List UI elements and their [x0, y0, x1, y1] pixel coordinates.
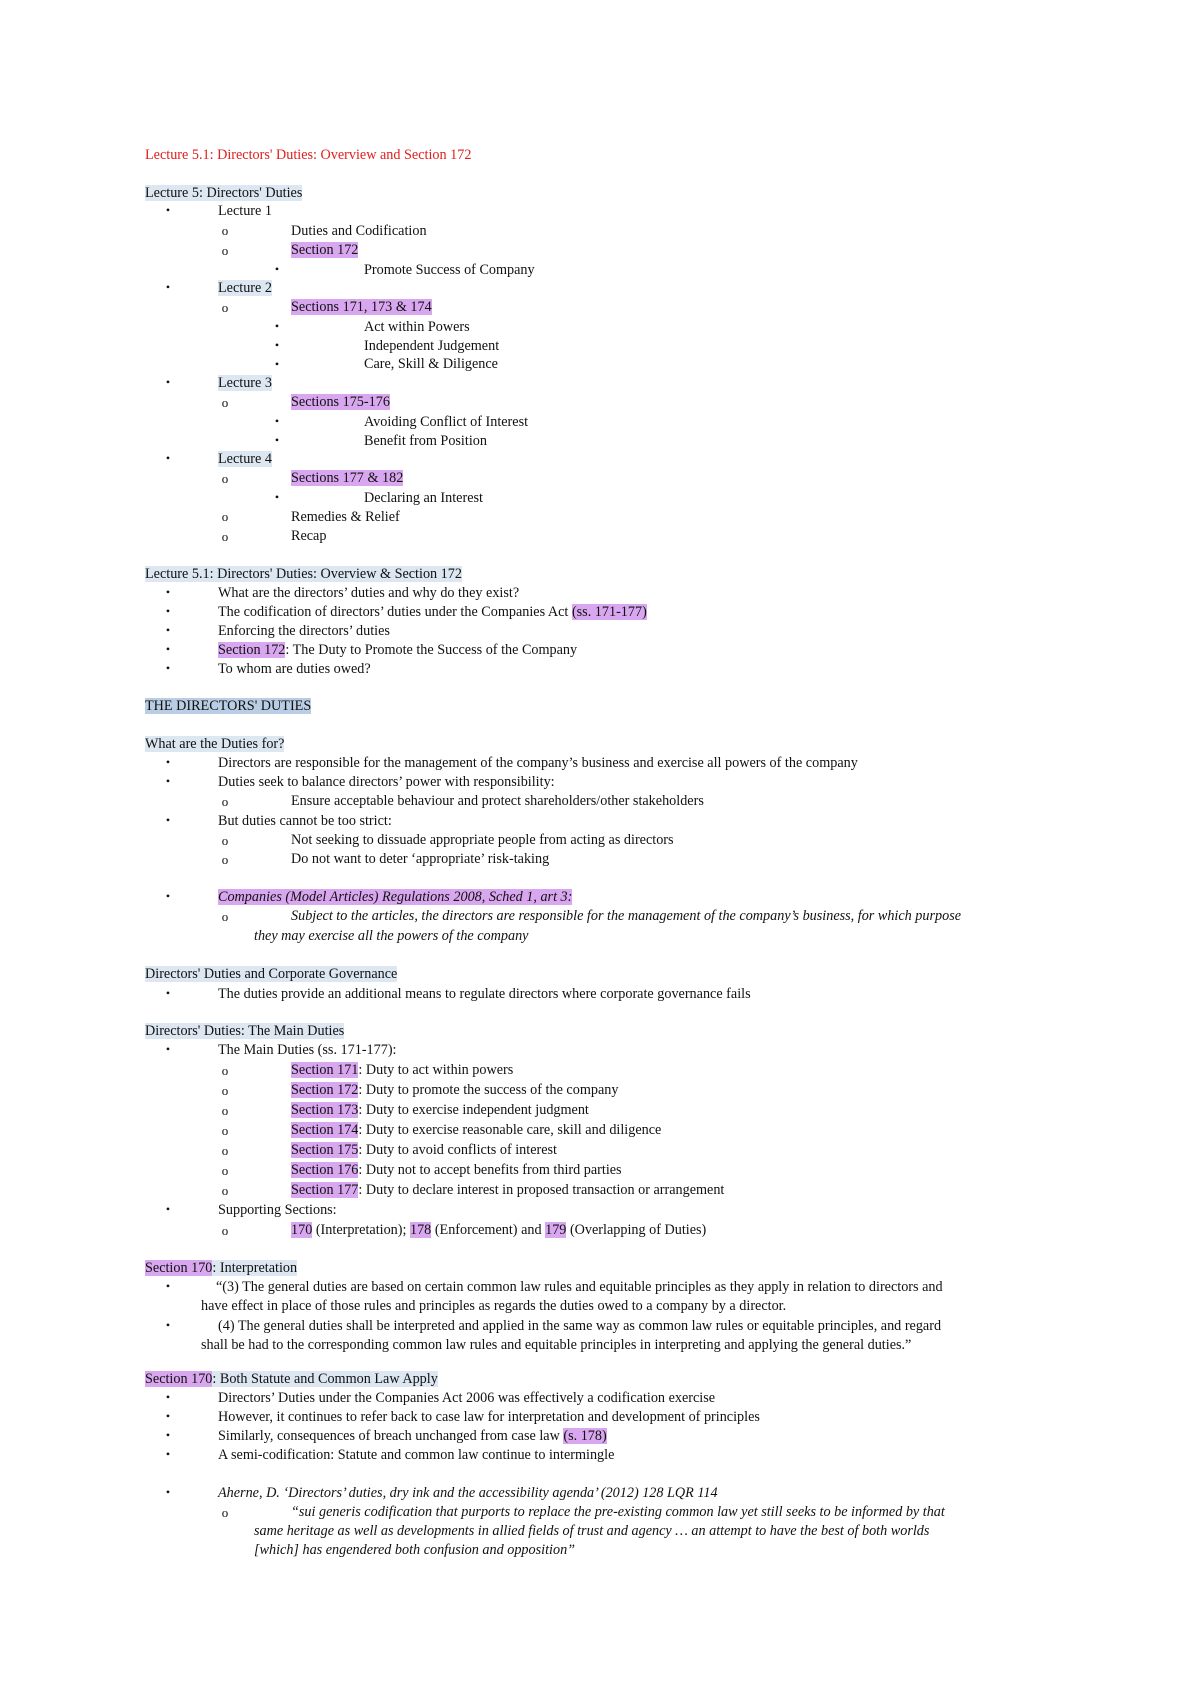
duties-for-p3: But duties cannot be too strict:: [218, 813, 392, 829]
bullet-disc: •: [165, 604, 171, 618]
lecture-highlight: Lecture 3: [218, 375, 272, 391]
duties-for-p1: Directors are responsible for the management of the company’s business and exercise all powers of the company: [218, 755, 858, 771]
supporting-text: (Overlapping of Duties): [566, 1222, 707, 1238]
duty-text: : Duty to exercise reasonable care, skill and diligence: [358, 1122, 662, 1138]
bullet-circle: o: [221, 1505, 229, 1520]
section-highlight: Section 171: [291, 1062, 359, 1078]
duties-for-p2: Duties seek to balance directors’ power with responsibility:: [218, 774, 555, 790]
bullet-disc: •: [165, 1279, 171, 1293]
overview-q1: What are the directors’ duties and why do they exist?: [218, 585, 520, 601]
bullet-disc: •: [165, 451, 171, 465]
statute-p2: However, it continues to refer back to case law for interpretation and development of principles: [218, 1409, 760, 1425]
main-duties-intro: The Main Duties (ss. 171-177):: [218, 1042, 397, 1058]
outline-l1-duties: Duties and Codification: [291, 223, 427, 239]
outline-heading-text: Lecture 5: Directors' Duties: [145, 185, 303, 201]
bullet-square: •: [274, 319, 280, 333]
duty-item: [291, 1121, 661, 1140]
outline-l2-sections: [291, 298, 432, 317]
bullet-disc: •: [165, 889, 171, 903]
bullet-disc: •: [165, 1447, 171, 1461]
outline-lecture4: [218, 450, 272, 469]
page-title: Lecture 5.1: Directors' Duties: Overview and Section 172: [145, 147, 472, 163]
duty-text: : Duty to exercise independent judgment: [358, 1102, 589, 1118]
outline-l4-recap: Recap: [291, 528, 327, 544]
overview-heading: [145, 565, 462, 584]
bullet-square: •: [274, 433, 280, 447]
bullet-circle: o: [221, 395, 229, 410]
section-highlight: (ss. 171-177): [571, 604, 647, 620]
bullet-circle: o: [221, 1163, 229, 1178]
section-highlight: Section 172: [291, 242, 359, 258]
duty-text: : Duty not to accept benefits from third parties: [358, 1162, 622, 1178]
outline-lecture2: [218, 279, 272, 298]
section-highlight: (s. 178): [563, 1428, 607, 1444]
section-highlight: Sections 171, 173 & 174: [291, 299, 432, 315]
overview-q3: Enforcing the directors’ duties: [218, 623, 390, 639]
outline-l2-care: Care, Skill & Diligence: [364, 356, 498, 372]
bullet-disc: •: [165, 1428, 171, 1442]
outline-l3-conflict: Avoiding Conflict of Interest: [364, 414, 529, 430]
interpretation-p1-line1: “(3) The general duties are based on certain common law rules and equitable principles as they apply in relation to directors and: [216, 1279, 943, 1295]
supporting-sections: Supporting Sections:: [218, 1202, 337, 1218]
lecture-highlight: Lecture 4: [218, 451, 272, 467]
outline-lecture1: Lecture 1: [218, 203, 272, 219]
main-duties-heading-text: Directors' Duties: The Main Duties: [145, 1023, 345, 1039]
bullet-circle: o: [221, 794, 229, 809]
outline-l3-sections: [291, 393, 390, 412]
bullet-circle: o: [221, 1183, 229, 1198]
bullet-disc: •: [165, 1042, 171, 1056]
bullet-circle: o: [221, 833, 229, 848]
bullet-circle: o: [221, 909, 229, 924]
section-highlight: Section 172: [291, 1082, 359, 1098]
duty-text: : Duty to promote the success of the company: [358, 1082, 619, 1098]
outline-l2-act: Act within Powers: [364, 319, 470, 335]
duties-for-p3a: Not seeking to dissuade appropriate people from acting as directors: [291, 832, 674, 848]
bullet-circle: o: [221, 852, 229, 867]
bullet-circle: o: [221, 300, 229, 315]
section-highlight: Sections 177 & 182: [291, 470, 404, 486]
supporting-text: (Interpretation);: [312, 1222, 410, 1238]
duty-item: [291, 1061, 513, 1080]
main-duties-heading: [145, 1022, 344, 1041]
outline-l4-sections: [291, 469, 403, 488]
supporting-text: (Enforcement) and: [431, 1222, 546, 1238]
duties-for-heading: [145, 735, 284, 754]
duty-item: [291, 1141, 557, 1160]
section-highlight: Section 177: [291, 1182, 359, 1198]
statute-p4: A semi-codification: Statute and common law continue to intermingle: [218, 1447, 615, 1463]
section-highlight: Section 173: [291, 1102, 359, 1118]
outline-l2-indep: Independent Judgement: [364, 338, 500, 354]
bullet-square: •: [274, 414, 280, 428]
duty-item: [291, 1081, 618, 1100]
section-highlight: Section 176: [291, 1162, 359, 1178]
interpretation-p2-line2: shall be had to the corresponding common law rules and equitable principles in interpreting and applying the general duties.”: [201, 1337, 912, 1353]
bullet-circle: o: [221, 1123, 229, 1138]
section-highlight: Section 170: [145, 1260, 213, 1276]
supporting-list: [291, 1221, 706, 1240]
bullet-disc: •: [165, 774, 171, 788]
bullet-circle: o: [221, 223, 229, 238]
aherne-quote-1: “sui generis codification that purports to replace the pre-existing common law yet still seeks to be informed by that: [291, 1504, 945, 1520]
duty-text: : Duty to avoid conflicts of interest: [358, 1142, 557, 1158]
bullet-disc: •: [165, 203, 171, 217]
bullet-disc: •: [165, 375, 171, 389]
lecture-highlight: Lecture 2: [218, 280, 272, 296]
section-highlight: Companies (Model Articles) Regulations 2008, Sched 1, art 3:: [218, 889, 573, 905]
aherne-citation: Aherne, D. ‘Directors’ duties, dry ink and the accessibility agenda’ (2012) 128 LQR 114: [218, 1485, 718, 1501]
model-articles-quote-2: they may exercise all the powers of the company: [254, 928, 529, 944]
outline-l3-benefit: Benefit from Position: [364, 433, 487, 449]
aherne-quote-3: [which] has engendered both confusion and opposition”: [254, 1542, 576, 1558]
interpretation-p1-line2: have effect in place of those rules and principles as regards the duties owed to a company by a director.: [201, 1298, 787, 1314]
bullet-circle: o: [221, 1083, 229, 1098]
main-heading: [145, 697, 311, 716]
outline-l1-promote: Promote Success of Company: [364, 262, 535, 278]
bullet-disc: •: [165, 1485, 171, 1499]
section-highlight: 170: [291, 1222, 313, 1238]
interpretation-p2-line1: (4) The general duties shall be interpreted and applied in the same way as common law rules or equitable principles, and regard: [218, 1318, 942, 1334]
bullet-square: •: [274, 338, 280, 352]
overview-q4: [218, 641, 577, 660]
bullet-circle: o: [221, 471, 229, 486]
bullet-circle: o: [221, 243, 229, 258]
outline-l4-remedies: Remedies & Relief: [291, 509, 400, 525]
duty-item: [291, 1161, 622, 1180]
overview-q2-text: The codification of directors’ duties under the Companies Act: [218, 604, 572, 620]
bullet-disc: •: [165, 661, 171, 675]
governance-heading: [145, 965, 397, 984]
duties-for-p3b: Do not want to deter ‘appropriate’ risk-taking: [291, 851, 550, 867]
model-articles: [218, 888, 572, 907]
outline-lecture3: [218, 374, 272, 393]
bullet-square: •: [274, 357, 280, 371]
bullet-disc: •: [165, 1409, 171, 1423]
statute-p3-text: Similarly, consequences of breach unchanged from case law: [218, 1428, 564, 1444]
duty-item: [291, 1101, 589, 1120]
duties-for-p2a: Ensure acceptable behaviour and protect shareholders/other stakeholders: [291, 793, 704, 809]
statute-heading: [145, 1370, 438, 1389]
statute-heading-text: : Both Statute and Common Law Apply: [212, 1371, 438, 1387]
overview-q2: [218, 603, 647, 622]
bullet-square: •: [274, 262, 280, 276]
governance-heading-text: Directors' Duties and Corporate Governance: [145, 966, 398, 982]
section-highlight: 178: [409, 1222, 432, 1238]
section-highlight: Section 170: [145, 1371, 213, 1387]
bullet-disc: •: [165, 755, 171, 769]
governance-p1: The duties provide an additional means to regulate directors where corporate governance fails: [218, 986, 751, 1002]
bullet-disc: •: [165, 585, 171, 599]
model-articles-quote-1: Subject to the articles, the directors are responsible for the management of the company’s business, for which purpose: [291, 908, 962, 924]
statute-p1: Directors’ Duties under the Companies Act 2006 was effectively a codification exercise: [218, 1390, 716, 1406]
bullet-circle: o: [221, 509, 229, 524]
duties-for-heading-text: What are the Duties for?: [145, 736, 285, 752]
overview-q4-text: : The Duty to Promote the Success of the Company: [285, 642, 578, 658]
section-highlight: Section 175: [291, 1142, 359, 1158]
interpretation-heading: [145, 1259, 297, 1278]
overview-q5: To whom are duties owed?: [218, 661, 371, 677]
section-highlight: Sections 175-176: [291, 394, 390, 410]
bullet-circle: o: [221, 1223, 229, 1238]
bullet-disc: •: [165, 623, 171, 637]
outline-l1-s172: [291, 241, 358, 260]
bullet-disc: •: [165, 1202, 171, 1216]
bullet-disc: •: [165, 280, 171, 294]
main-heading-text: THE DIRECTORS' DUTIES: [145, 698, 312, 714]
bullet-disc: •: [165, 1318, 171, 1332]
statute-p3: [218, 1427, 607, 1446]
section-highlight: 179: [545, 1222, 567, 1238]
bullet-square: •: [274, 490, 280, 504]
bullet-circle: o: [221, 529, 229, 544]
bullet-disc: •: [165, 642, 171, 656]
duty-text: : Duty to act within powers: [358, 1062, 514, 1078]
interpretation-heading-text: : Interpretation: [212, 1260, 298, 1276]
overview-heading-text: Lecture 5.1: Directors' Duties: Overview & Section 172: [145, 566, 462, 582]
outline-l4-declaring: Declaring an Interest: [364, 490, 483, 506]
bullet-circle: o: [221, 1063, 229, 1078]
bullet-disc: •: [165, 986, 171, 1000]
bullet-disc: •: [165, 813, 171, 827]
bullet-circle: o: [221, 1103, 229, 1118]
section-highlight: Section 172: [218, 642, 286, 658]
duty-item: [291, 1181, 724, 1200]
bullet-disc: •: [165, 1390, 171, 1404]
duty-text: : Duty to declare interest in proposed transaction or arrangement: [358, 1182, 725, 1198]
aherne-quote-2: same heritage as well as developments in allied fields of trust and agency … an attempt to have the best of both worlds: [254, 1523, 930, 1539]
section-highlight: Section 174: [291, 1122, 359, 1138]
bullet-circle: o: [221, 1143, 229, 1158]
